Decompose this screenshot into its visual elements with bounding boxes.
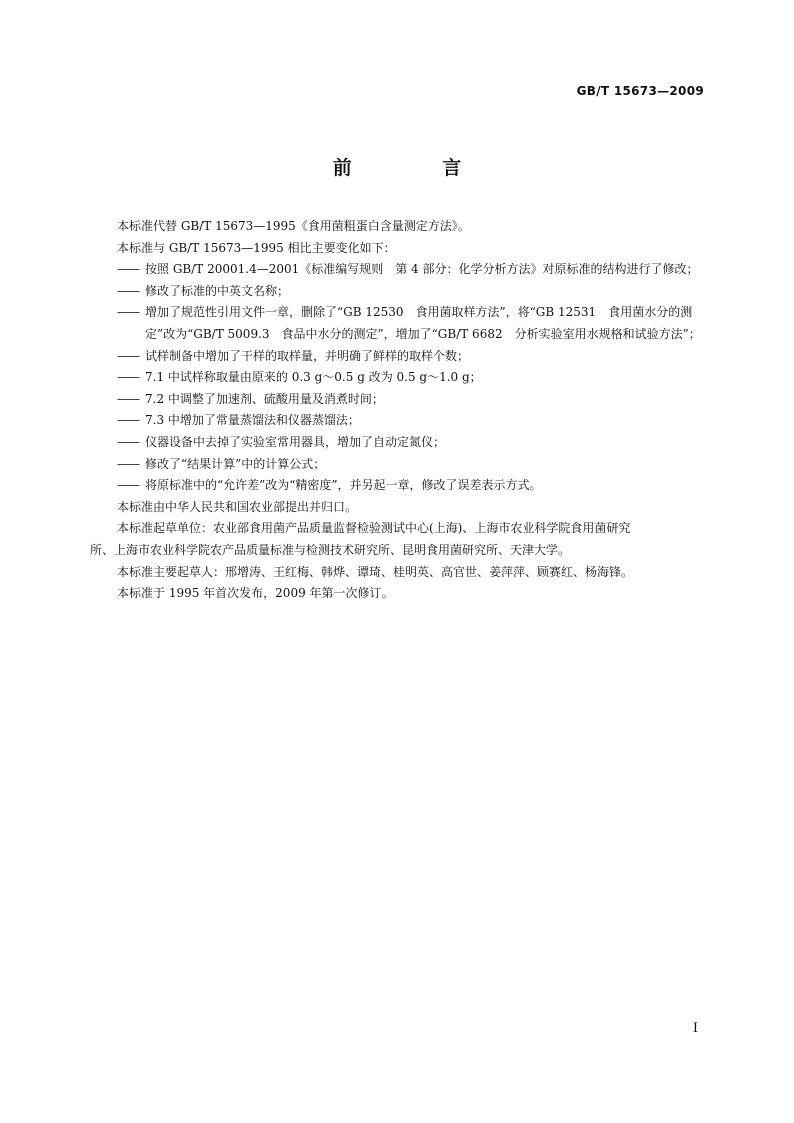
dash-marker: —— [117,348,139,363]
paragraph-drafting-units: 本标准起草单位：农业部食用菌产品质量监督检验测试中心(上海)、上海市农业科学院食用菌研究 [117,521,631,536]
dash-marker: —— [117,370,139,385]
list-item: —— 增加了规范性引用文件一章，删除了“GB 12530 食用菌取样方法”，将“GB 12531 食用菌水分的测定”改为“GB/T 5009.3 食品中水分的测定”，增加了“GB/T 6682 分析实验室用水规格和试验方法”； [117,302,707,345]
paragraph-changes-intro: 本标准与 GB/T 15673—1995 相比主要变化如下： [117,240,396,255]
list-item: —— 修改了“结果计算”中的计算公式； [117,454,707,476]
page-title: 前 言 [332,157,504,179]
list-item: —— 试样制备中增加了干样的取样量，并明确了鲜样的取样个数； [117,346,707,368]
list-item: —— 按照 GB/T 20001.4—2001《标准编写规则 第 4 部分：化学分析方法》对原标准的结构进行了修改； [117,259,707,281]
list-item: —— 修改了标准的中英文名称； [117,281,707,303]
dash-marker: —— [117,262,139,277]
list-item: —— 7.3 中增加了常量蒸馏法和仪器蒸馏法； [117,410,707,432]
list-item: —— 7.1 中试样称取量由原来的 0.3 g～0.5 g 改为 0.5 g～1.0 g； [117,367,707,389]
list-item: —— 7.2 中调整了加速剂、硫酸用量及消煮时间； [117,389,707,411]
list-item: —— 仪器设备中去掉了实验室常用器具，增加了自动定氮仪； [117,432,707,454]
dash-marker: —— [117,413,139,428]
dash-marker: —— [117,478,139,493]
list-item: —— 将原标准中的“允许差”改为“精密度”，并另起一章，修改了误差表示方式。 [117,475,707,497]
dash-marker: —— [117,305,139,320]
paragraph-replaces: 本标准代替 GB/T 15673—1995《食用菌粗蛋白含量测定方法》。 [117,219,470,233]
paragraph-drafting-units-cont: 所、上海市农业科学院农产品质量标准与检测技术研究所、昆明食用菌研究所、天津大学。 [90,542,571,557]
dash-marker: —— [117,391,139,406]
page-number: I [692,1021,698,1036]
paragraph-drafters: 本标准主要起草人：邢增涛、王红梅、韩烨、谭琦、桂明英、高官世、姜萍萍、顾赛红、杨海锋。 [117,564,634,579]
changes-list [117,259,707,497]
dash-marker: —— [117,283,139,298]
standard-code: GB/T 15673—2009 [576,84,704,98]
dash-marker: —— [117,434,139,449]
paragraph-history: 本标准于 1995 年首次发布，2009 年第一次修订。 [117,586,394,601]
paragraph-proposer: 本标准由中华人民共和国农业部提出并归口。 [117,499,358,514]
dash-marker: —— [117,456,139,471]
foreword-body [90,216,707,605]
